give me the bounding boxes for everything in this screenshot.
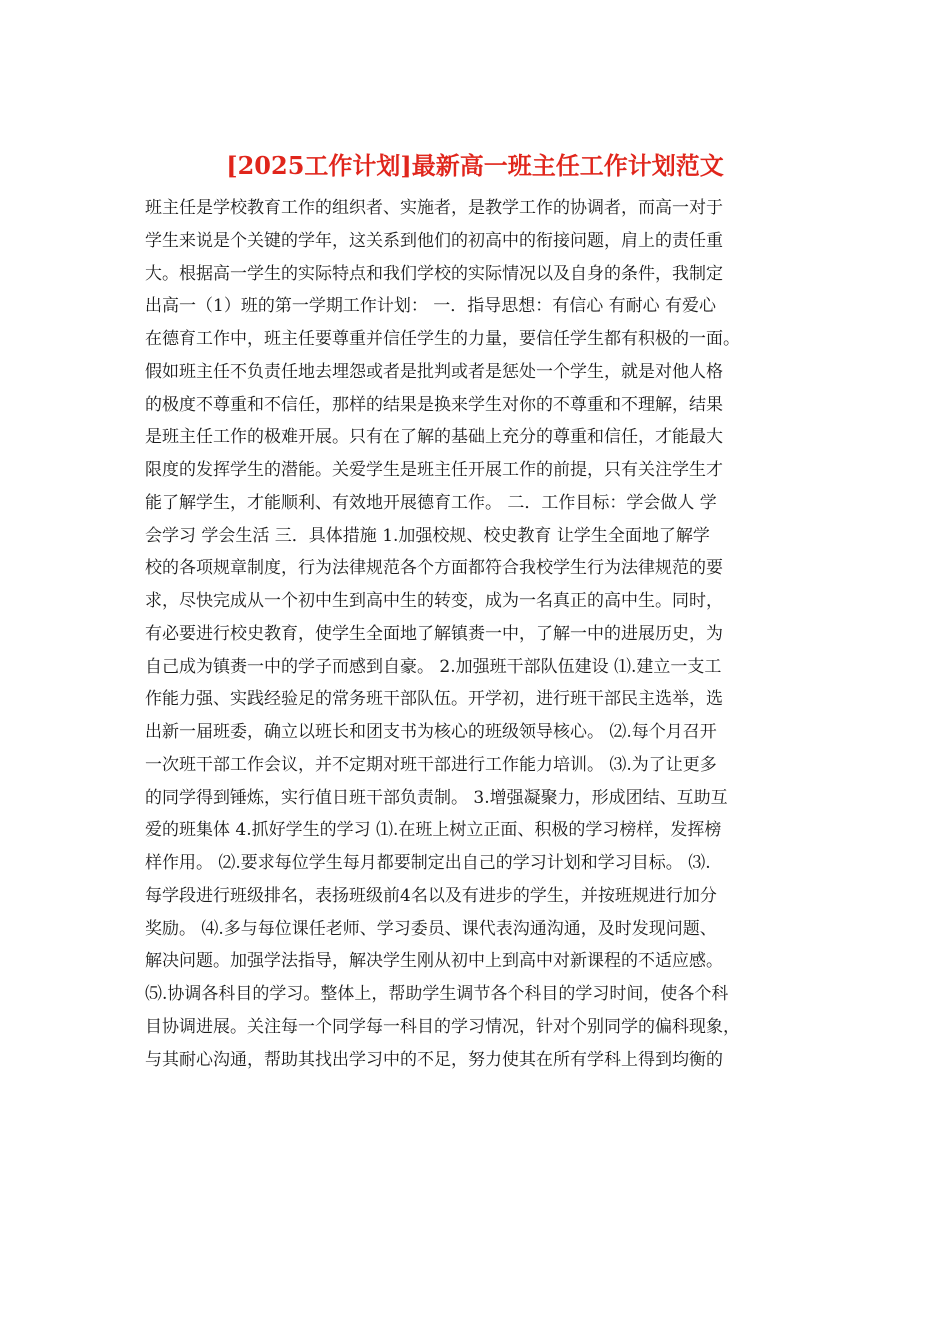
body-line: 班主任是学校教育工作的组织者、实施者，是教学工作的协调者，而高一对于	[145, 198, 723, 218]
body-line: 求，尽快完成从一个初中生到高中生的转变，成为一名真正的高中生。同时，	[145, 591, 723, 611]
body-line: 的同学得到锤炼，实行值日班干部负责制。 3.增强凝聚力，形成团结、互助互	[145, 787, 728, 808]
body-line: 能了解学生，才能顺利、有效地开展德育工作。 二．工作目标：学会做人 学	[145, 492, 717, 513]
body-line: 样作用。 ⑵.要求每位学生每月都要制定出自己的学习计划和学习目标。 ⑶.	[145, 853, 711, 873]
body-line: 出高一（1）班的第一学期工作计划： 一．指导思想：有信心 有耐心 有爱心	[145, 296, 717, 317]
body-line: 目协调进展。关注每一个同学每一科目的学习情况，针对个别同学的偏科现象，	[145, 1016, 740, 1037]
body-line: 有必要进行校史教育，使学生全面地了解镇赉一中，了解一中的进展历史，为	[145, 623, 723, 644]
body-line: ⑸.协调各科目的学习。整体上，帮助学生调节各个科目的学习时间，使各个科	[145, 984, 729, 1004]
body-line: 每学段进行班级排名，表扬班级前4名以及有进步的学生，并按班规进行加分	[145, 885, 717, 906]
body-line: 大。根据高一学生的实际特点和我们学校的实际情况以及自身的条件，我制定	[145, 263, 723, 284]
document-body	[145, 192, 809, 1076]
body-line: 会学习 学会生活 三．具体措施 1.加强校规、校史教育 让学生全面地了解学	[145, 525, 710, 546]
body-line: 是班主任工作的极难开展。只有在了解的基础上充分的尊重和信任，才能最大	[145, 427, 723, 448]
body-line: 校的各项规章制度，行为法律规范各个方面都符合我校学生行为法律规范的要	[145, 558, 723, 579]
body-line: 解决问题。加强学法指导，解决学生刚从初中上到高中对新课程的不适应感。	[145, 951, 723, 972]
body-line: 奖励。 ⑷.多与每位课任老师、学习委员、课代表沟通沟通，及时发现问题、	[145, 918, 717, 939]
body-line: 一次班干部工作会议，并不定期对班干部进行工作能力培训。 ⑶.为了让更多	[145, 754, 717, 775]
body-line: 爱的班集体 4.抓好学生的学习 ⑴.在班上树立正面、积极的学习榜样，发挥榜	[145, 820, 722, 841]
body-line: 自己成为镇赉一中的学子而感到自豪。 2.加强班干部队伍建设 ⑴.建立一支工	[145, 656, 722, 677]
body-line: 出新一届班委，确立以班长和团支书为核心的班级领导核心。 ⑵.每个月召开	[145, 722, 717, 742]
body-line: 在德育工作中，班主任要尊重并信任学生的力量，要信任学生都有积极的一面。	[145, 329, 740, 349]
body-line: 作能力强、实践经验足的常务班干部队伍。开学初，进行班干部民主选举，选	[145, 689, 723, 710]
body-line: 假如班主任不负责任地去埋怨或者是批判或者是惩处一个学生，就是对他人格	[145, 361, 723, 382]
body-line: 学生来说是个关键的学年，这关系到他们的初高中的衔接问题，肩上的责任重	[145, 230, 723, 251]
body-line: 与其耐心沟通，帮助其找出学习中的不足，努力使其在所有学科上得到均衡的	[145, 1049, 723, 1070]
document-title: [2025工作计划]最新高一班主任工作计划范文	[226, 151, 724, 180]
body-line: 的极度不尊重和不信任，那样的结果是换来学生对你的不尊重和不理解，结果	[145, 394, 723, 415]
body-line: 限度的发挥学生的潜能。关爱学生是班主任开展工作的前提，只有关注学生才	[145, 460, 723, 480]
